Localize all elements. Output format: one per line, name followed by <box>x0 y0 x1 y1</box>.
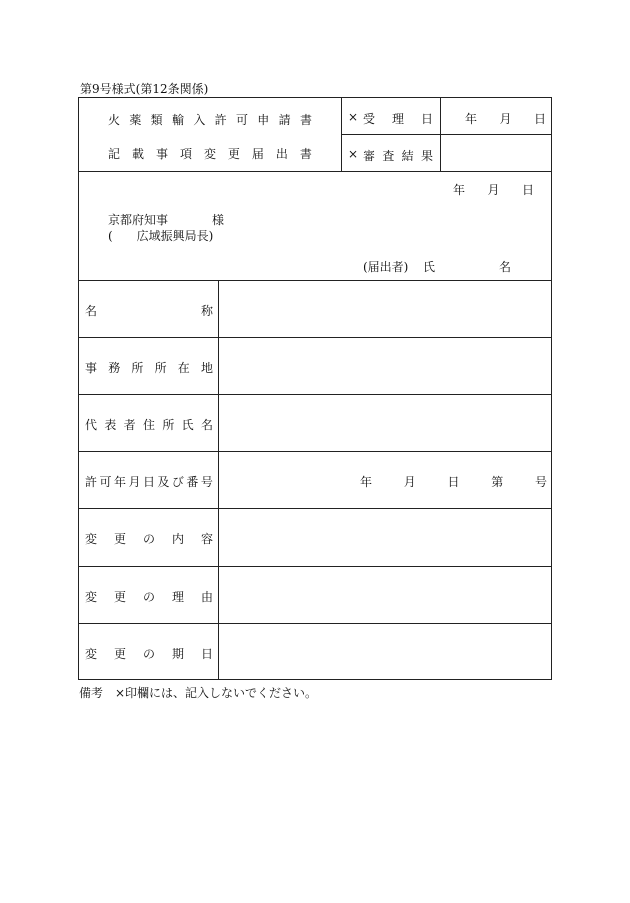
received-date-label: 受 理 日 <box>363 112 433 126</box>
form-title-line2: 記 載 事 項 変 更 届 出 書 <box>108 147 312 161</box>
addressee: 京都府知事 <box>108 213 169 227</box>
review-result-value <box>441 135 551 170</box>
form-number-label: 第9号様式(第12条関係) <box>80 82 209 96</box>
received-mark: × <box>348 110 359 124</box>
divider-header-bottom <box>78 171 552 172</box>
row-label-change-date: 変 更 の 期 日 <box>85 647 213 661</box>
row-label-representative: 代 表 者 住 所 氏 名 <box>85 418 213 432</box>
addressee-honorific: 様 <box>212 213 225 227</box>
form-title-line1: 火 薬 類 輸 入 許 可 申 請 書 <box>108 113 312 127</box>
review-mark: × <box>348 147 359 161</box>
divider-row-6 <box>78 623 552 624</box>
row-label-change-reason: 変 更 の 理 由 <box>85 590 213 604</box>
submitter-label: (届出者) <box>363 260 409 274</box>
review-result-label: 審 査 結 果 <box>363 149 433 163</box>
divider-row-1 <box>78 337 552 338</box>
divider-label-value <box>218 280 219 680</box>
row-label-permit-date-number: 許 可 年 月 日 及 び 番 号 <box>85 475 213 489</box>
row-label-change-content: 変 更 の 内 容 <box>85 532 213 546</box>
divider-row-4 <box>78 508 552 509</box>
row-label-name: 名 称 <box>85 304 213 318</box>
divider-row-2 <box>78 394 552 395</box>
submission-date: 年 月 日 <box>453 183 534 197</box>
received-date-value: 年 月 日 <box>465 112 546 126</box>
row-value-permit-date-number: 年 月 日 第 号 <box>360 475 547 489</box>
row-label-office-location: 事 務 所 所 在 地 <box>85 361 213 375</box>
divider-row-5 <box>78 566 552 567</box>
divider-row-3 <box>78 451 552 452</box>
addressee-alternate: ( 広域振興局長) <box>108 229 214 243</box>
divider-title-office <box>341 97 342 171</box>
submitter-name: 氏 名 <box>423 260 511 274</box>
footnote: 備考 ×印欄には、記入しないでください。 <box>79 686 318 700</box>
divider-address-bottom <box>78 280 552 281</box>
